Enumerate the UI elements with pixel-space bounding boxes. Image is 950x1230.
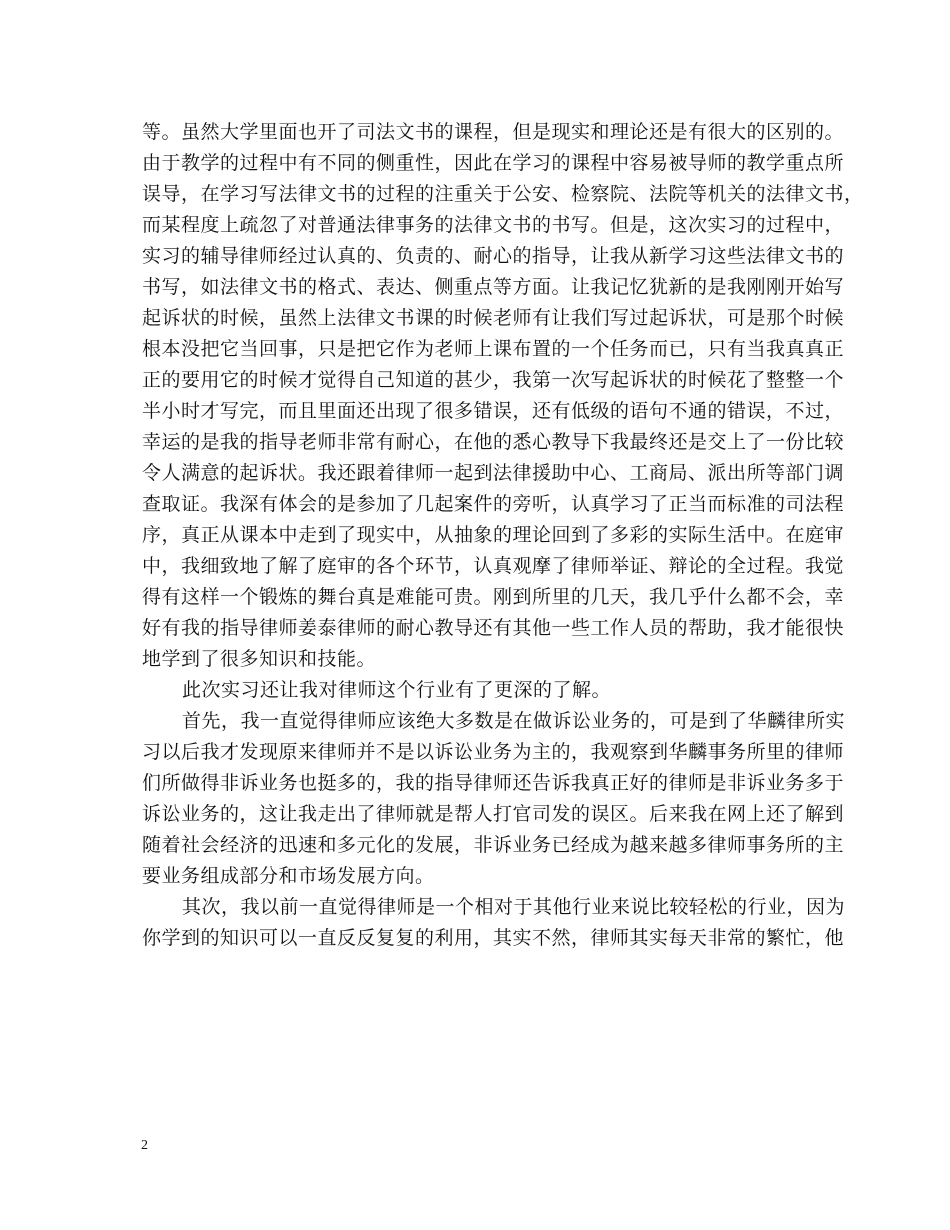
text-line: 中，我细致地了解了庭审的各个环节，认真观摩了律师举证、辩论的全过程。我觉	[142, 555, 845, 577]
text-line: 令人满意的起诉状。我还跟着律师一起到法律援助中心、工商局、派出所等部门调	[142, 462, 845, 484]
text-line: 根本没把它当回事，只是把它作为老师上课布置的一个任务而已，只有当我真真正	[142, 338, 845, 360]
text-line: 你学到的知识可以一直反反复复的利用，其实不然，律师其实每天非常的繁忙，他	[142, 927, 845, 949]
paragraph-first-line: 其次，我以前一直觉得律师是一个相对于其他行业来说比较轻松的行业，因为	[182, 896, 846, 918]
text-line: 幸运的是我的指导老师非常有耐心，在他的悉心教导下我最终还是交上了一份比较	[142, 431, 845, 453]
paragraph-first-line: 此次实习还让我对律师这个行业有了更深的了解。	[182, 679, 612, 701]
text-line: 起诉状的时候，虽然上法律文书课的时候老师有让我们写过起诉状，可是那个时候	[142, 307, 845, 329]
text-line: 随着社会经济的迅速和多元化的发展，非诉业务已经成为越来越多律师事务所的主	[142, 834, 845, 856]
paragraph-first-line: 首先，我一直觉得律师应该绝大多数是在做诉讼业务的，可是到了华麟律所实	[182, 710, 846, 732]
text-line: 半小时才写完，而且里面还出现了很多错误，还有低级的语句不通的错误，不过，	[142, 400, 845, 422]
text-line: 们所做得非诉业务也挺多的，我的指导律师还告诉我真正好的律师是非诉业务多于	[142, 772, 845, 794]
text-line: 实习的辅导律师经过认真的、负责的、耐心的指导，让我从新学习这些法律文书的	[142, 245, 845, 267]
text-line: 好有我的指导律师姜泰律师的耐心教导还有其他一些工作人员的帮助，我才能很快	[142, 617, 845, 639]
text-line: 诉讼业务的，这让我走出了律师就是帮人打官司发的误区。后来我在网上还了解到	[142, 803, 845, 825]
page-number: 2	[141, 1138, 148, 1153]
text-line: 等。虽然大学里面也开了司法文书的课程，但是现实和理论还是有很大的区别的。	[142, 121, 845, 143]
text-line: 查取证。我深有体会的是参加了几起案件的旁听，认真学习了正当而标准的司法程	[142, 493, 845, 515]
text-line: 由于教学的过程中有不同的侧重性，因此在学习的课程中容易被导师的教学重点所	[142, 152, 845, 174]
text-line: 正的要用它的时候才觉得自己知道的甚少，我第一次写起诉状的时候花了整整一个	[142, 369, 845, 391]
text-line: 书写，如法律文书的格式、表达、侧重点等方面。让我记忆犹新的是我刚刚开始写	[142, 276, 845, 298]
body-text	[142, 117, 864, 954]
text-line: 误导，在学习写法律文书的过程的注重关于公安、检察院、法院等机关的法律文书，	[142, 183, 864, 205]
text-line: 要业务组成部分和市场发展方向。	[142, 865, 435, 887]
text-line: 而某程度上疏忽了对普通法律事务的法律文书的书写。但是，这次实习的过程中，	[142, 214, 845, 236]
text-line: 序，真正从课本中走到了现实中，从抽象的理论回到了多彩的实际生活中。在庭审	[142, 524, 845, 546]
text-line: 得有这样一个锻炼的舞台真是难能可贵。刚到所里的几天，我几乎什么都不会，幸	[142, 586, 845, 608]
text-line: 地学到了很多知识和技能。	[142, 648, 377, 670]
text-line: 习以后我才发现原来律师并不是以诉讼业务为主的，我观察到华麟事务所里的律师	[142, 741, 845, 763]
